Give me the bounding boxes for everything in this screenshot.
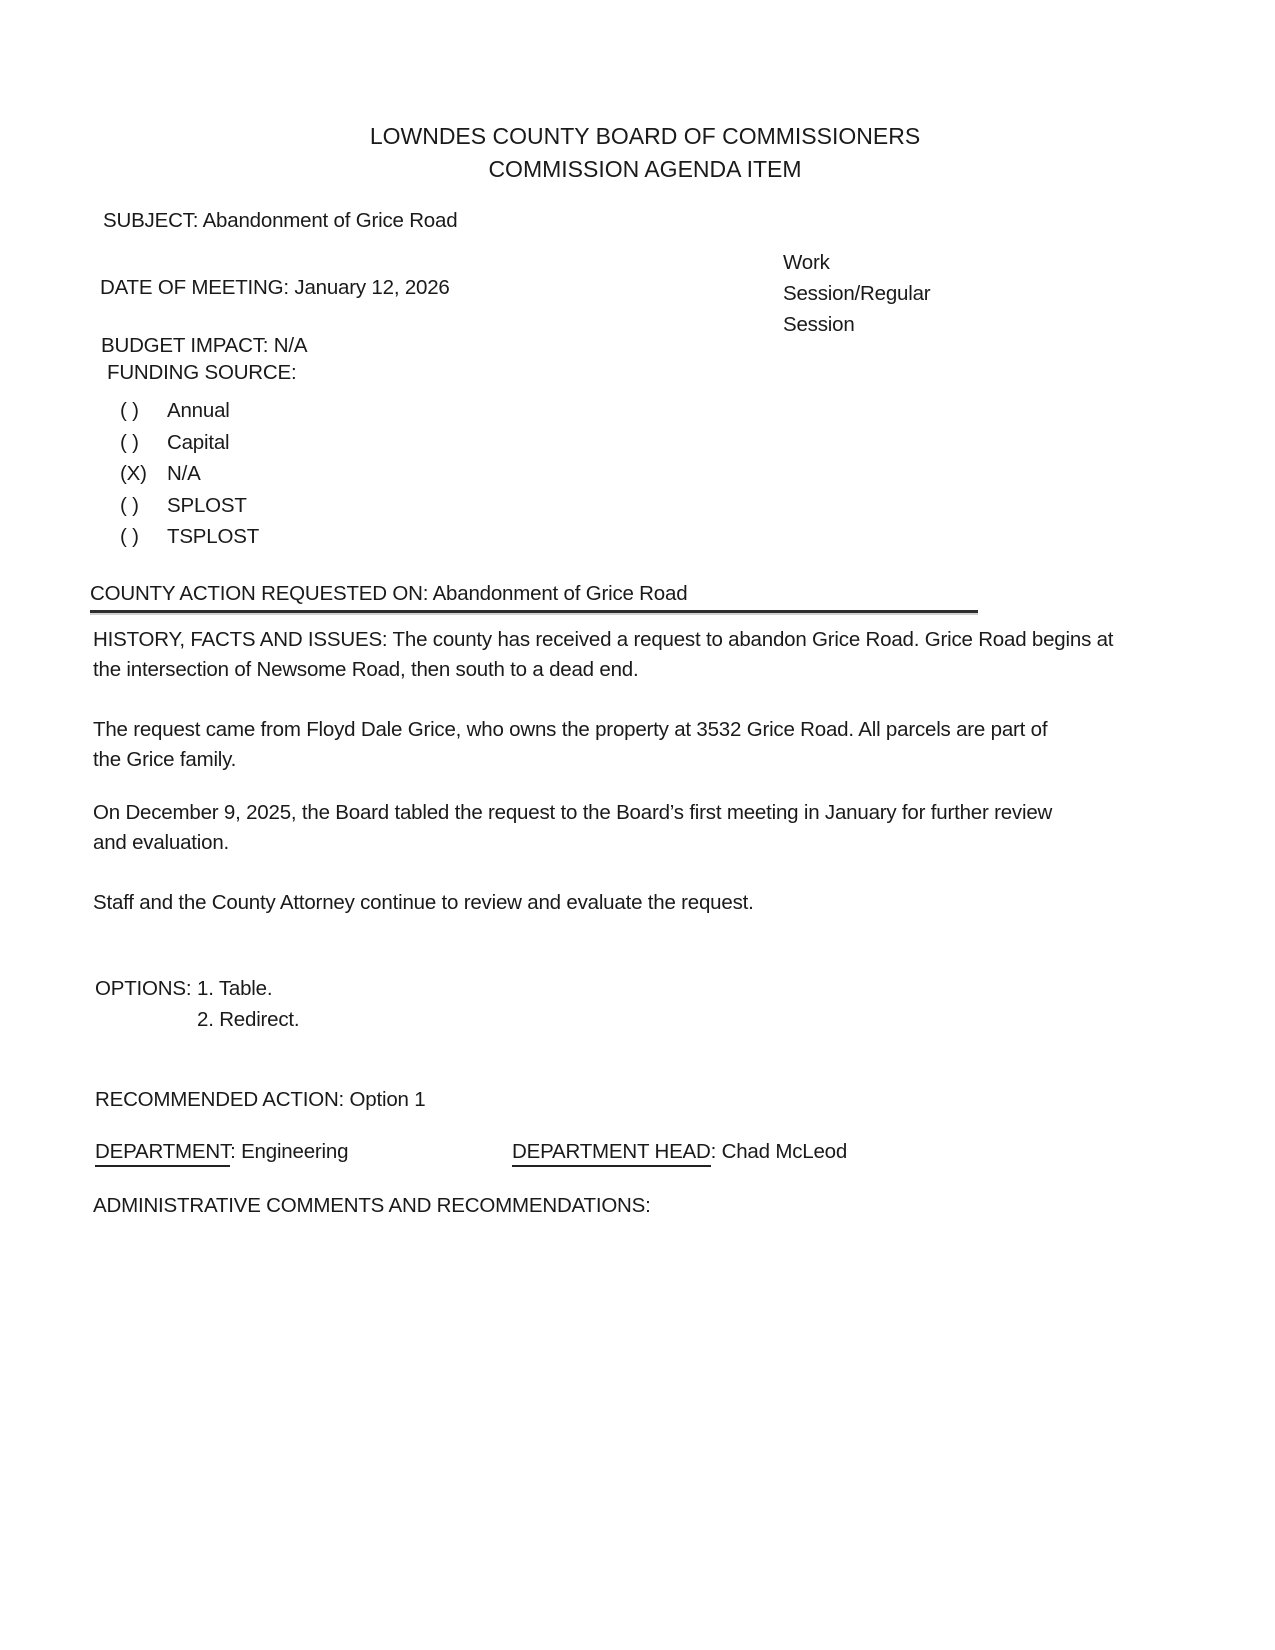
paragraph-line: HISTORY, FACTS AND ISSUES: The county has received a request to abandon Grice Road. Grice Road begins at bbox=[93, 628, 1114, 651]
title-line-2: COMMISSION AGENDA ITEM bbox=[488, 156, 802, 182]
session-line-2: Session/Regular bbox=[783, 282, 931, 305]
administrative-comments-heading: ADMINISTRATIVE COMMENTS AND RECOMMENDATIONS: bbox=[93, 1194, 651, 1217]
options-label: OPTIONS: bbox=[95, 977, 192, 1000]
paragraph-line: Staff and the County Attorney continue to review and evaluate the request. bbox=[93, 891, 754, 914]
funding-option-label: Annual bbox=[167, 399, 230, 422]
checkbox-annual: ( ) bbox=[120, 399, 139, 422]
option-item-1: 1. Table. bbox=[197, 977, 273, 1000]
checkbox-na-checked: (X) bbox=[120, 462, 147, 485]
recommended-action-line: RECOMMENDED ACTION: Option 1 bbox=[95, 1088, 426, 1111]
date-of-meeting-line: DATE OF MEETING: January 12, 2026 bbox=[100, 276, 450, 299]
department-value: : Engineering bbox=[230, 1140, 349, 1163]
funding-option-splost bbox=[120, 490, 259, 522]
document-title bbox=[15, 120, 1275, 186]
subject-line: SUBJECT: Abandonment of Grice Road bbox=[103, 209, 458, 232]
funding-option-capital bbox=[120, 427, 259, 459]
board-tabled-paragraph bbox=[93, 798, 1052, 858]
paragraph-line: and evaluation. bbox=[93, 831, 230, 854]
funding-option-na bbox=[120, 458, 259, 490]
funding-option-annual bbox=[120, 395, 259, 427]
department-head-label: DEPARTMENT HEAD bbox=[512, 1140, 711, 1167]
paragraph-line: the intersection of Newsome Road, then south to a dead end. bbox=[93, 658, 639, 681]
funding-source-label: FUNDING SOURCE: bbox=[107, 361, 297, 384]
session-line-3: Session bbox=[783, 313, 855, 336]
county-action-requested-heading: COUNTY ACTION REQUESTED ON: Abandonment of Grice Road bbox=[90, 579, 978, 613]
staff-review-paragraph bbox=[93, 888, 754, 918]
session-line-1: Work bbox=[783, 251, 830, 274]
funding-option-label: Capital bbox=[167, 430, 230, 454]
funding-options-list bbox=[120, 395, 259, 553]
funding-option-label: TSPLOST bbox=[167, 525, 260, 548]
budget-impact-line: BUDGET IMPACT: N/A bbox=[101, 334, 308, 357]
department-label: DEPARTMENT bbox=[95, 1140, 230, 1167]
funding-option-label: SPLOST bbox=[167, 493, 247, 517]
department-head-value: : Chad McLeod bbox=[710, 1140, 848, 1163]
paragraph-line: The request came from Floyd Dale Grice, who owns the property at 3532 Grice Road. All parcels are part of bbox=[93, 718, 1048, 741]
paragraph-line: On December 9, 2025, the Board tabled the request to the Board’s first meeting in January for further review bbox=[93, 801, 1053, 824]
funding-option-label: N/A bbox=[167, 462, 201, 485]
history-facts-issues-paragraph bbox=[93, 625, 1113, 685]
options-list bbox=[197, 973, 299, 1035]
department-head-line bbox=[512, 1137, 847, 1167]
option-item-2: 2. Redirect. bbox=[197, 1008, 300, 1031]
paragraph-line: the Grice family. bbox=[93, 748, 237, 771]
funding-option-tsplost bbox=[120, 521, 259, 553]
session-type bbox=[783, 247, 930, 340]
request-origin-paragraph bbox=[93, 715, 1047, 775]
checkbox-splost: ( ) bbox=[120, 493, 139, 517]
department-line bbox=[95, 1137, 348, 1167]
checkbox-tsplost: ( ) bbox=[120, 525, 139, 548]
checkbox-capital: ( ) bbox=[120, 430, 139, 454]
title-line-1: LOWNDES COUNTY BOARD OF COMMISSIONERS bbox=[369, 123, 921, 149]
